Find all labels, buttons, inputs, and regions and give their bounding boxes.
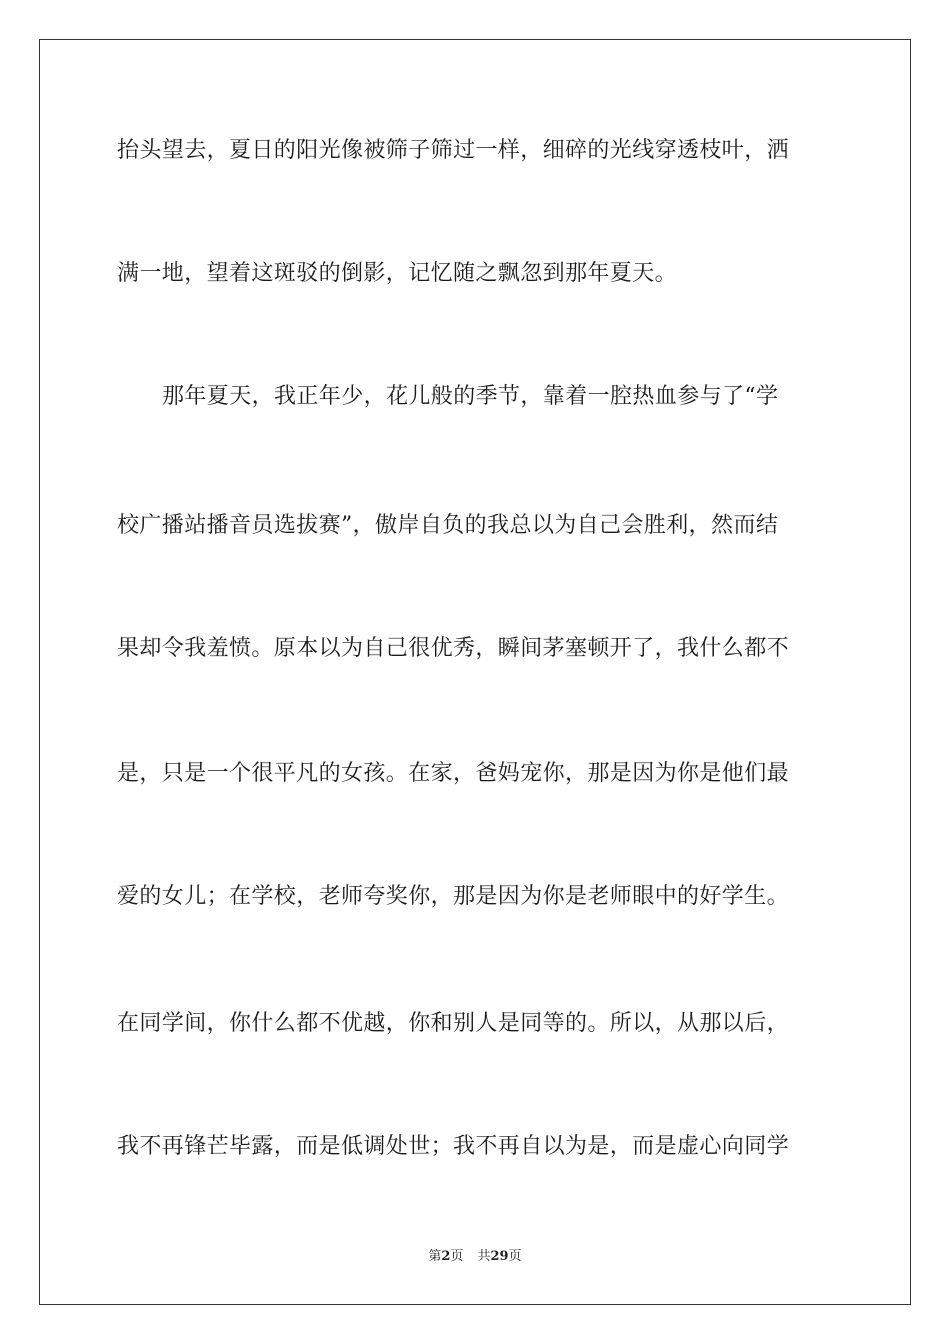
total-pages: 29 [490,1249,509,1264]
paragraph-line: 我不再锋芒毕露，而是低调处世；我不再自以为是，而是虚心向同学 [117,1134,790,1159]
total-prefix: 共 [477,1249,491,1264]
total-suffix: 页 [508,1249,522,1264]
page-footer [0,1248,950,1266]
page-prefix: 第 [428,1249,442,1264]
paragraph-line: 那年夏天，我正年少，花儿般的季节，靠着一腔热血参与了“学 [162,384,779,409]
page-suffix: 页 [450,1249,464,1264]
paragraph-line: 在同学间，你什么都不优越，你和别人是同等的。所以，从那以后， [117,1011,790,1036]
paragraph-line: 果却令我羞愤。原本以为自己很优秀，瞬间茅塞顿开了，我什么都不 [117,636,790,661]
paragraph-line: 爱的女儿；在学校，老师夸奖你，那是因为你是老师眼中的好学生。 [117,884,790,909]
paragraph-line: 满一地，望着这斑驳的倒影，记忆随之飘忽到那年夏天。 [117,261,678,286]
page-border [39,39,911,1305]
paragraph-line: 校广播站播音员选拔赛”，傲岸自负的我总以为自己会胜利，然而结 [117,513,779,538]
page-number: 2 [441,1249,451,1264]
paragraph-line: 抬头望去，夏日的阳光像被筛子筛过一样，细碎的光线穿透枝叶，洒 [117,138,790,163]
paragraph-line: 是，只是一个很平凡的女孩。在家，爸妈宠你，那是因为你是他们最 [117,761,790,786]
